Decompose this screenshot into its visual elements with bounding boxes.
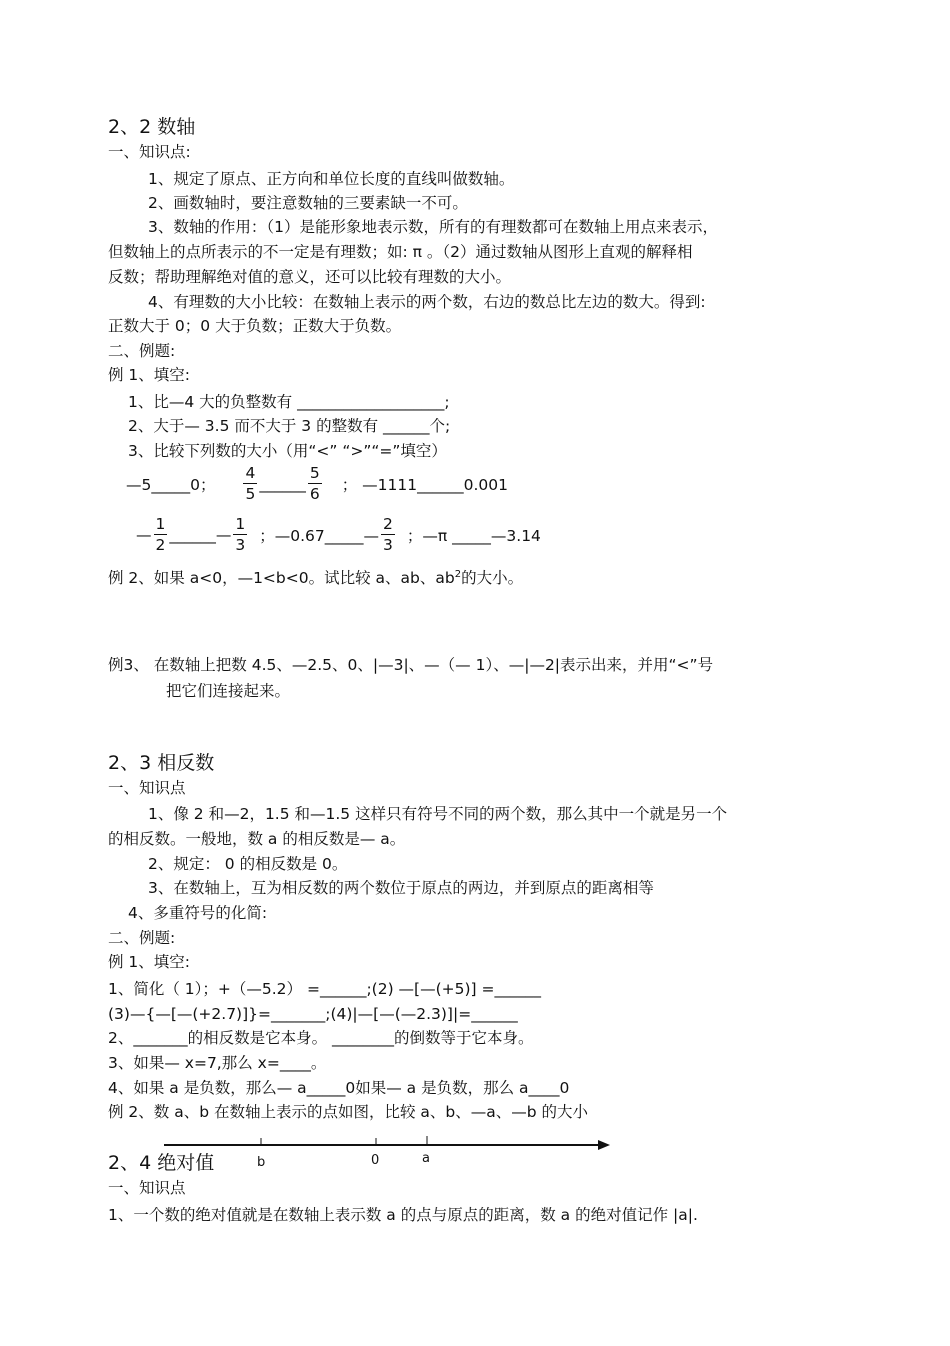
axis-arrow — [598, 1140, 610, 1150]
paragraph: 1、像 2 和—2，1.5 和—1.5 这样只有符号不同的两个数，那么其中一个就是另一个 — [148, 805, 728, 823]
expression: ______— — [169, 525, 232, 544]
knowledge-heading: 一、知识点 — [108, 779, 186, 797]
axis-label-b: b — [257, 1155, 266, 1170]
paragraph: 反数；帮助理解绝对值的意义，还可以比较有理数的大小。 — [108, 268, 512, 286]
knowledge-heading: 一、知识点: — [108, 143, 191, 161]
example-2: 例 2、数 a、b 在数轴上表示的点如图，比较 a、b、—a、—b 的大小 — [108, 1103, 589, 1121]
paragraph: 1、规定了原点、正方向和单位长度的直线叫做数轴。 — [148, 170, 515, 188]
question: 4、如果 a 是负数，那么— a_____0如果— a 是负数，那么 a____0 — [108, 1079, 570, 1097]
comparison-row — [126, 464, 508, 503]
example-heading: 二、例题: — [108, 342, 176, 360]
numerator: 5 — [309, 464, 320, 482]
question: 3、如果— x=7,那么 x=____。 — [108, 1054, 327, 1072]
knowledge-heading: 一、知识点 — [108, 1179, 186, 1197]
paragraph: 2、画数轴时，要注意数轴的三要素缺一不可。 — [148, 194, 468, 212]
example-3-cont: 把它们连接起来。 — [166, 682, 291, 700]
example-2-text: 例 2、如果 a<0，—1<b<0。试比较 a、ab、ab — [108, 569, 455, 588]
question: 1、简化（ 1）；+（—5.2） =______;(2) —[—(+5)] =______ — [108, 980, 542, 998]
blank: ______ — [259, 474, 306, 493]
fraction — [381, 515, 395, 554]
paragraph: 4、有理数的大小比较：在数轴上表示的两个数，右边的数总比左边的数大。得到: — [148, 293, 706, 311]
paragraph: 3、数轴的作用：（1）是能形象地表示数，所有的有理数都可在数轴上用点来表示， — [148, 218, 718, 236]
paragraph: 正数大于 0；0 大于负数；正数大于负数。 — [108, 317, 402, 335]
axis-label-zero: 0 — [371, 1153, 380, 1168]
paragraph: 的相反数。一般地，数 a 的相反数是— a。 — [108, 830, 406, 848]
example-2-tail: 的大小。 — [461, 569, 524, 588]
denominator: 5 — [245, 485, 256, 503]
example-heading: 二、例题: — [108, 929, 176, 947]
denominator: 3 — [383, 536, 393, 554]
number-line — [160, 1128, 612, 1168]
numerator: 4 — [245, 464, 256, 482]
question: 3、比较下列数的大小（用“<” “>”“=”填空） — [128, 442, 447, 460]
question: (3)—{—[—(+2.7)]}=_______;(4)|—[—(—2.3)]|=______ — [108, 1005, 518, 1023]
example-3: 例3、 在数轴上把数 4.5、—2.5、0、|—3|、—（— 1）、—|—2|表示出来，并用“<”号 — [108, 656, 714, 674]
fraction — [243, 464, 257, 503]
section-2-4-title: 2、4 绝对值 — [108, 1152, 215, 1174]
example-title: 例 1、填空: — [108, 366, 191, 384]
paragraph: 1、一个数的绝对值就是在数轴上表示数 a 的点与原点的距离，数 a 的绝对值记作 |a|. — [108, 1206, 698, 1224]
section-2-3-title: 2、3 相反数 — [108, 752, 215, 774]
denominator: 3 — [235, 536, 246, 554]
question: 2、_______的相反数是它本身。 ________的倒数等于它本身。 — [108, 1029, 534, 1047]
comparison-row — [136, 515, 541, 554]
expression: ；—π _____—3.14 — [406, 526, 541, 545]
axis-label-a: a — [422, 1151, 430, 1166]
example-2 — [108, 564, 523, 589]
fraction — [154, 515, 168, 554]
expression: ；—0.67_____— — [259, 526, 380, 545]
denominator: 6 — [309, 485, 320, 503]
fraction — [233, 515, 247, 554]
question: 1、比—4 大的负整数有 ___________________; — [128, 393, 450, 411]
paragraph: 但数轴上的点所表示的不一定是有理数；如: π 。（2）通过数轴从图形上直观的解释相 — [108, 243, 693, 261]
superscript: 2 — [454, 569, 462, 580]
paragraph: 2、规定： 0 的相反数是 0。 — [148, 855, 348, 873]
minus-sign: — — [136, 525, 152, 544]
denominator: 2 — [155, 536, 166, 554]
expression: ； —1111______0.001 — [341, 475, 508, 494]
section-2-2-title: 2、2 数轴 — [108, 116, 196, 138]
fraction — [308, 464, 322, 503]
expression: —5_____0； — [126, 475, 216, 494]
paragraph: 3、在数轴上，互为相反数的两个数位于原点的两边，并到原点的距离相等 — [148, 879, 654, 897]
numerator: 1 — [155, 515, 166, 533]
question: 2、大于— 3.5 而不大于 3 的整数有 ______个; — [128, 417, 451, 435]
example-title: 例 1、填空: — [108, 953, 191, 971]
numerator: 2 — [383, 515, 393, 533]
paragraph: 4、多重符号的化简: — [128, 904, 268, 922]
numerator: 1 — [235, 515, 246, 533]
